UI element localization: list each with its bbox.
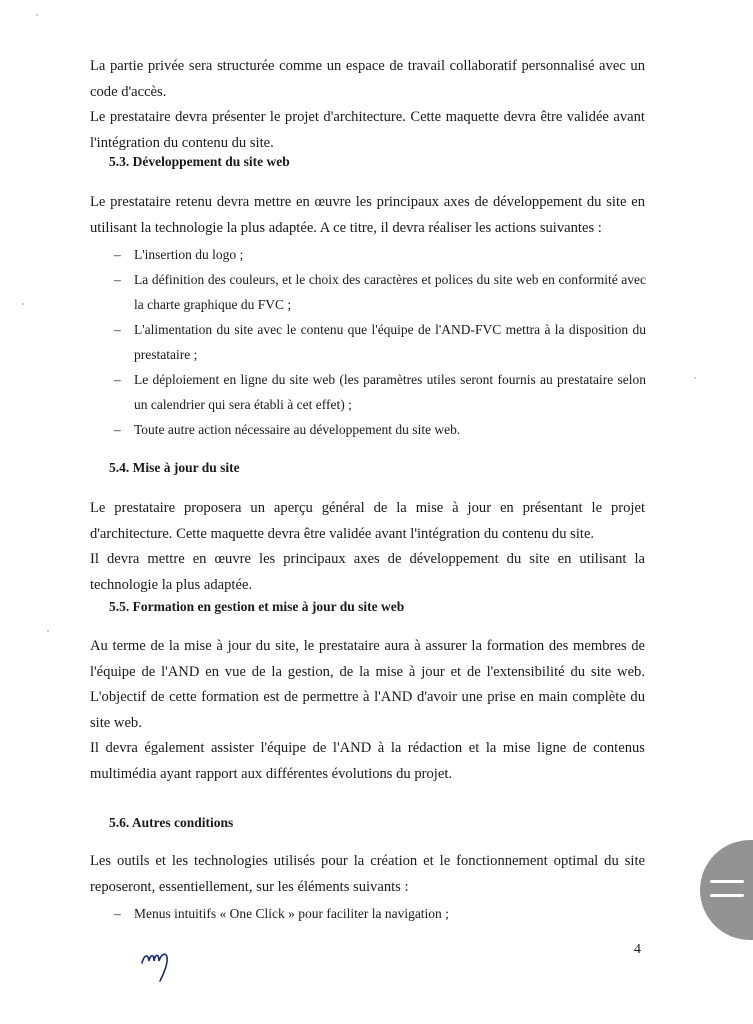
list-item: – La définition des couleurs, et le choix des caractères et polices du site web en conformité avec la charte graphique du FVC ; — [0, 267, 646, 317]
section-5-3-paragraph: Le prestataire retenu devra mettre en œuvre les principaux axes de développement du site en utilisant la technologie la plus adaptée. A ce titre, il devra réaliser les actions suivantes : — [90, 194, 645, 236]
list-item: – Menus intuitifs « One Click » pour faciliter la navigation ; — [0, 901, 646, 926]
scan-speck — [47, 630, 49, 632]
section-heading-5-6: 5.6. Autres conditions — [109, 815, 234, 830]
section-heading-5-5: 5.5. Formation en gestion et mise à jour du site web — [109, 599, 405, 614]
list-item: – Toute autre action nécessaire au développement du site web. — [0, 417, 646, 442]
list-item: – Le déploiement en ligne du site web (les paramètres utiles seront fournis au prestataire selon un calendrier qui sera établi à cet effet) ; — [0, 367, 646, 417]
list-item: – L'alimentation du site avec le contenu que l'équipe de l'AND-FVC mettra à la disposition du prestataire ; — [0, 317, 646, 367]
section-5-6-bullet-list — [0, 901, 753, 926]
section-5-5-paragraph-2: Il devra également assister l'équipe de l'AND à la rédaction et la mise ligne de contenus multimédia ayant rapport aux différentes évolutions du projet. — [90, 740, 645, 782]
menu-lines-icon — [710, 880, 744, 883]
intro-paragraph-2: Le prestataire devra présenter le projet d'architecture. Cette maquette devra être validée avant l'intégration du contenu du site. — [90, 109, 645, 151]
section-heading-5-3: 5.3. Développement du site web — [109, 154, 290, 169]
section-5-4-paragraph: Le prestataire proposera un aperçu général de la mise à jour en présentant le projet d'architecture. Cette maquette devra être validée avant l'intégration du contenu du site. — [90, 500, 645, 542]
menu-line — [710, 894, 744, 897]
list-item: – L'insertion du logo ; — [0, 242, 646, 267]
scan-speck — [36, 14, 38, 16]
section-5-4-paragraph-2: Il devra mettre en œuvre les principaux axes de développement du site en utilisant la technologie la plus adaptée. — [90, 551, 645, 593]
intro-paragraph-1: La partie privée sera structurée comme un espace de travail collaboratif personnalisé avec un code d'accès. — [90, 58, 645, 100]
signature-initials-icon — [140, 945, 180, 985]
section-5-3-bullet-list — [0, 242, 753, 442]
page-number: 4 — [634, 942, 641, 957]
section-5-6-paragraph: Les outils et les technologies utilisés pour la création et le fonctionnement optimal du site reposeront, essentiellement, sur les éléments suivants : — [90, 853, 645, 895]
scan-speck — [694, 377, 696, 379]
scan-speck — [22, 303, 24, 305]
section-5-5-paragraph: Au terme de la mise à jour du site, le prestataire aura à assurer la formation des membres de l'équipe de l'AND en vue de la gestion, de la mise à jour et de l'extensibilité du site web. L'objectif de cette formation est de permettre à l'AND d'avoir une prise en main complète du site web. — [90, 638, 645, 731]
section-heading-5-4: 5.4. Mise à jour du site — [109, 460, 240, 475]
